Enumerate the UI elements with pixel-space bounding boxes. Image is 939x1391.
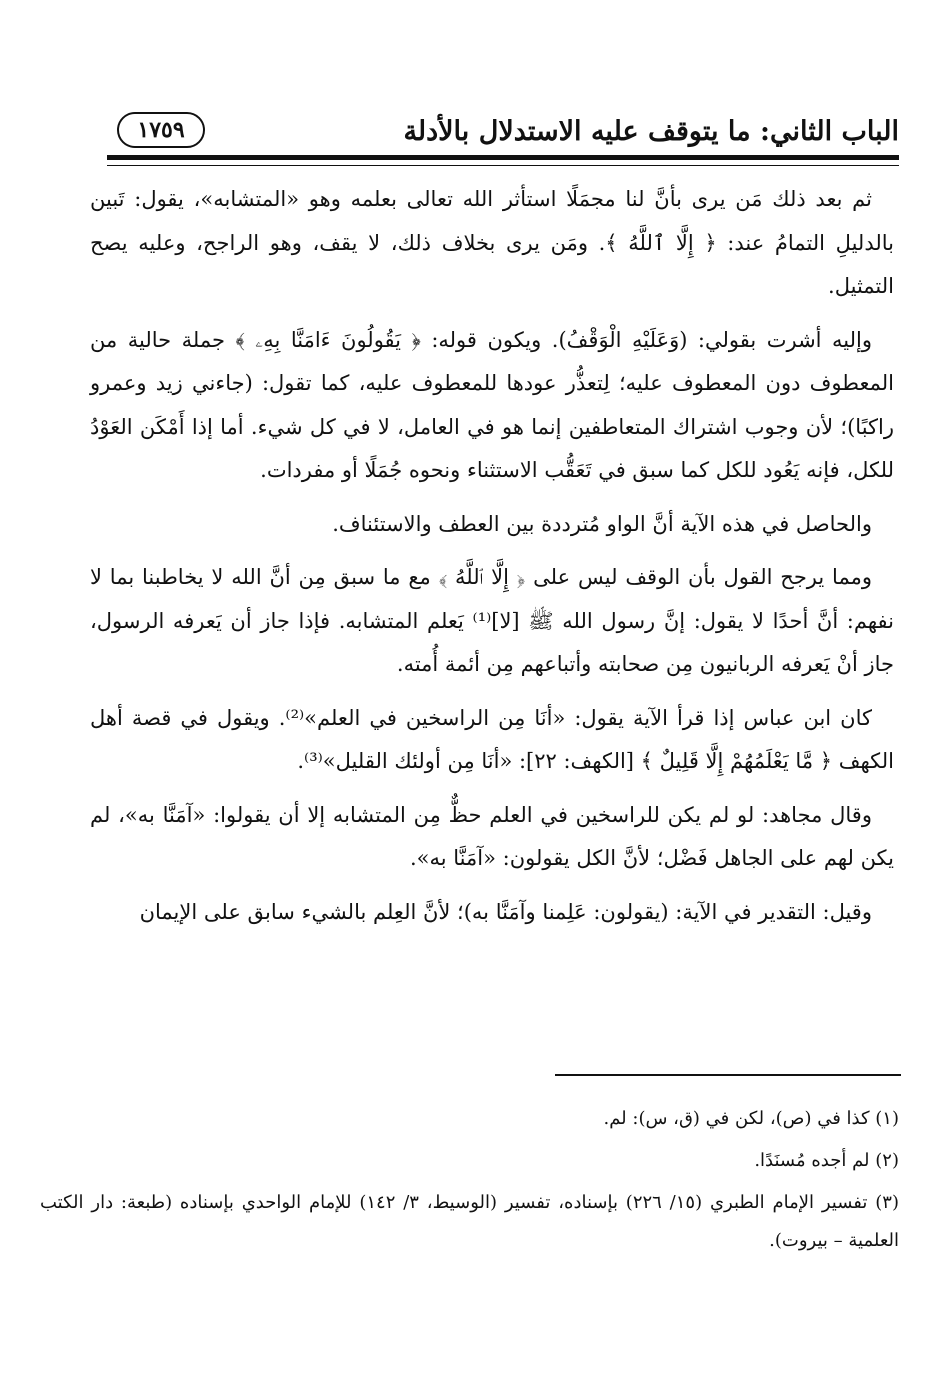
page-number-badge [117, 112, 205, 148]
page-number: ١٧٥٩ [137, 117, 185, 143]
footnotes [40, 1100, 899, 1264]
header-rule-thick [107, 155, 899, 160]
paragraph: كان ابن عباس إذا قرأ الآية يقول: «أنَا مِن الراسخين في العلم»⁽²⁾. ويقول في قصة أهل الكهف ﴿ مَّا يَعْلَمُهُمْ إِلَّا قَلِيلٌ ﴾ [الكهف: ٢٢]: «أنَا مِن أولئك القليل»⁽³⁾. [90, 705, 894, 773]
paragraph: وقيل: التقدير في الآية: (يقولون: عَلِمنا وآمَنَّا به)؛ لأنَّ العِلم بالشيء سابق على الإيمان [139, 899, 872, 924]
footnote: (٣) تفسير الإمام الطبري (١٥/ ٢٢٦) بإسناده، تفسير (الوسيط، ٣/ ١٤٢) للإمام الواحدي بإسناده (طبعة: دار الكتب العلمية – بيروت). [40, 1192, 899, 1251]
paragraph: وإليه أشرت بقولي: (وَعَلَيْهِ الْوَقْفُ). ويكون قوله: ﴿ يَقُولُونَ ءَامَنَّا بِهِۦ ﴾ جملة حالية من المعطوف دون المعطوف عليه؛ لِتعذُّر عودها للمعطوف عليه، كما تقول: (جاءني زيد وعمرو راكبًا)؛ لأن وجوب اشتراك المتعاطفين إنما هو في العامل، لا في كل شيء. أما إذا أَمْكَن العَوْدُ للكل، فإنه يَعُود للكل كما سبق في تَعَقُّب الاستثناء ونحوه جُمَلًا أو مفردات. [90, 327, 894, 482]
paragraph: ثم بعد ذلك مَن يرى بأنَّ لنا مجمَلًا استأثر الله تعالى بعلمه وهو «المتشابه»، يقول: تَبين بالدليلِ التمامُ عند: ﴿ إِلَّا ٱللَّهُ ﴾. ومَن يرى بخلاف ذلك، لا يقف، وهو الراجح، وعليه يصح التمثيل. [90, 187, 894, 298]
header-rule-thin [107, 165, 899, 166]
running-header [107, 112, 899, 160]
paragraph: والحاصل في هذه الآية أنَّ الواو مُترددة بين العطف والاستئناف. [332, 511, 872, 536]
main-text [90, 178, 894, 944]
footnote: (١) كذا في (ص)، لكن في (ق، س): لم. [603, 1108, 899, 1129]
footnote-separator [555, 1074, 901, 1076]
footnote: (٢) لم أجده مُسنَدًا. [754, 1150, 899, 1171]
paragraph: وقال مجاهد: لو لم يكن للراسخين في العلم حظٌّ مِن المتشابه إلا أن يقولوا: «آمَنَّا به»، لم يكن لهم على الجاهل فَضْل؛ لأنَّ الكل يقولون: «آمَنَّا به». [90, 802, 894, 870]
chapter-title: الباب الثاني: ما يتوقف عليه الاستدلال بالأدلة [403, 116, 899, 147]
paragraph: ومما يرجح القول بأن الوقف ليس على ﴿ إِلَّا ٱللَّهُ ﴾ مع ما سبق مِن أنَّ الله لا يخاطبنا بما لا نفهم: أنَّ أحدًا لا يقول: إنَّ رسول الله ﷺ [لا]⁽¹⁾ يَعلم المتشابه. فإذا جاز أن يَعرفه الرسول، جاز أنْ يَعرفه الربانيون مِن صحابته وأتباعهم مِن أئمة أُمته. [90, 565, 894, 676]
